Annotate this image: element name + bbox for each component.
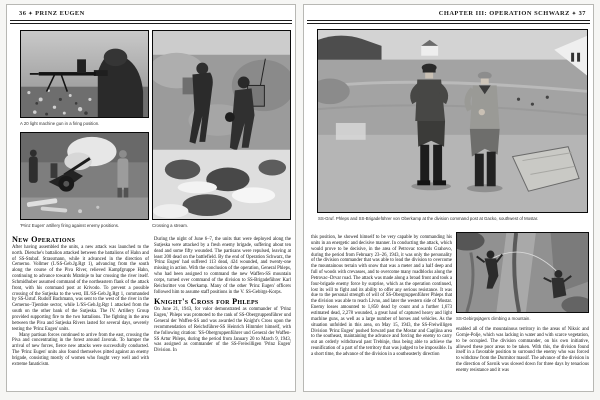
left-page: [6, 4, 296, 392]
caption-officers: SS-Gruf. Phleps and SS-Brigadeführer von Oberkamp at the division command post at Gacko, southwest of Mostar.: [318, 216, 539, 221]
officers-photo-art: [318, 30, 587, 212]
left-page-number: 36: [19, 10, 27, 17]
new-operations-para2: Many partisan forces continued to arrive from the east, crossing the Piva and concentrating in the forest around Javorak. To hamper the arrival of new forces, fierce new attacks were successfully conducted. The 'Prinz Eugen' units also found themselves pitted against an enemy brigade, consisting mostly of women who fought very well and with extreme fanaticism.: [12, 332, 149, 367]
knights-cross-para: On June 21, 1943, for valor demonstrated as commander of 'Prinz Eugen,' Phleps was promoted to the rank of SS-Obergruppenführer und General der Waffen-SS and was awarded the Knight's Cross upon the recommendation of Reichsführer-SS Heinrich Himmler himself, with the following citation: 'SS-Obergruppenführer und General der Waffen-SS Artur Phleps, during the period from January 20 to March 9, 1943, was assigned as commander of the SS-Freiwilligen 'Prinz Eugen' Division. In: [154, 307, 291, 354]
ornament-icon: ✦: [28, 11, 34, 17]
stream-photo-art: [153, 31, 290, 219]
artillery-photo-art: [21, 133, 148, 219]
caption-artillery: 'Prinz Eugen' artillery firing against enemy positions.: [20, 223, 120, 228]
new-operations-heading: New Operations: [12, 235, 76, 244]
advance-column: [456, 327, 589, 374]
photo-stream: [152, 30, 291, 220]
right-running-head: [439, 10, 586, 17]
climbing-photo-art: [457, 233, 588, 312]
citation-column: [311, 235, 452, 358]
new-operations-column: [12, 237, 149, 368]
right-running-title: CHAPTER III: OPERATION SCHWARZ: [438, 10, 570, 17]
photo-officers: [317, 29, 588, 213]
left-running-title: PRINZ EUGEN: [35, 10, 85, 17]
left-running-head: [19, 10, 85, 17]
ornament-icon: ✦: [571, 11, 577, 17]
advance-para: enabled all of the mountainous territory in the areas of Niksic and Gornje-Polje, which was lacking in water and with scarce vegetation, to be occupied. The division commander, on his own initiative, allowed these poor areas to be taken. With this, the division found itself in a favorable position to surround the enemy who was forced to withdraw from the Durmitor massif. The advance of the division in the direction of Savnik was slowed down for three days by tenacious enemy resistance and it was: [456, 327, 589, 373]
machine-gun-photo-art: [21, 31, 148, 117]
photo-artillery: [20, 132, 149, 220]
knights-cross-heading: Knight's Cross for Phleps: [154, 297, 259, 307]
left-column-2: [154, 237, 291, 354]
operation-end-para: During the night of June 6–7, the units that were deployed along the Sutjeska were attacked by a fresh enemy brigade, suffering about ten dead and some fifty wounded. The partisans were repulsed, leaving at least 200 dead on the battlefield. By the end of Operation Schwarz, the 'Prinz Eugen' had suffered 113 dead, 424 wounded, and twenty-one missing in action. With the conclusion of the operation, General Phleps, who had been assigned to command the new Waffen-SS mountain corps, turned over command of the division to SS-Brigadeführer Karl Reichsritter von Oberkamp. Many of the other 'Prinz Eugen' officers followed him to assume staff positions in the V. SS-Gebirgs-Korps.: [154, 237, 291, 295]
citation-para: this position, he showed himself to be very capable by commanding his units in an energetic and decisive manner. In conducting the attack, which would prove to be decisive, in the area of Petrovac towards Grahovo, during the period from February 23–26, 1943, it was only the personality of the division commander that was able to lead the division to overcome the mountainous terrain with snow that was a meter and a half deep and full of woods with crevasses, and to overcome many roadblocks along the Petrovac–Drvar road. The attack was made along a broad front and took a four-brigade enemy force by surprise, which as the operation continued, lost its will to fight and its ability to offer any serious resistance. It was due to the personal strength of will of SS-Obergruppenführer Phleps that the division was able to reach Livno, and later the western side of Mostar. Enemy losses amounted to 1,850 dead by count and a further 1,673 estimated dead, 2,278 wounded, a great haul of captured heavy and light machine guns, as well as a large number of horses and vehicles. As the situation unfolded in this area, on May 15, 1943, the SS-Freiwilligen Division 'Prinz Eugen' pushed forward past the Mostar and Capljina area to the southeast, maintaining the advance and forcing the enemy to carry out an orderly withdrawal past Trebinje, thus being able to achieve the reunification of a part of the territory that was judged to be impossible. In a short time, the advance of the division in a southeasterly direction: [311, 235, 452, 357]
caption-machine-gun: A 20 light machine gun in a firing position.: [20, 121, 100, 126]
header-rule: [10, 20, 292, 24]
photo-machine-gun: [20, 30, 149, 118]
new-operations-para1: After having assembled the units, a new attack was launched to the north. Dietsche's battalion attacked between the battalions of Hahn and of SS-Stubaf. Strassmann, while it advanced in the direction of Cemerno. Vollmer (I./SS-Geb.Jg.Rgt 1), advancing from the south along the course of the Piva River, relieved Kampfgruppe Hahn, continuing to advance towards Mratinje to bar crossing the river itself. Schmidhuber assumed command of the northeastern flank of the attack front, with his command post at Krivodo. To prevent a possible crossing of the Sutjeska to the west, III./SS-Geb.Jg.Rgt 1, commanded by SS-Ustuf. Rudolf Bachmann, was sent to the west of the river in the Cemerno–Tjentiste sector, while I./SS-Geb.Jg.Rgt 1 attacked from the south on the other bank of the Sutjeska. The IV. Artillery Group provided supporting fire to the two battalions. The fighting in the area between the Piva and Sutjeska Rivers lasted for several days, severely testing the 'Prinz Eugen' units.: [12, 244, 149, 332]
header-rule: [307, 20, 590, 24]
caption-stream: Crossing a stream.: [152, 223, 189, 228]
right-page-number: 37: [578, 10, 586, 17]
right-page: [303, 4, 594, 392]
photo-climbing: [456, 232, 589, 313]
caption-climbing: SS-Gebirgsjägers climbing a mountain.: [456, 316, 531, 321]
